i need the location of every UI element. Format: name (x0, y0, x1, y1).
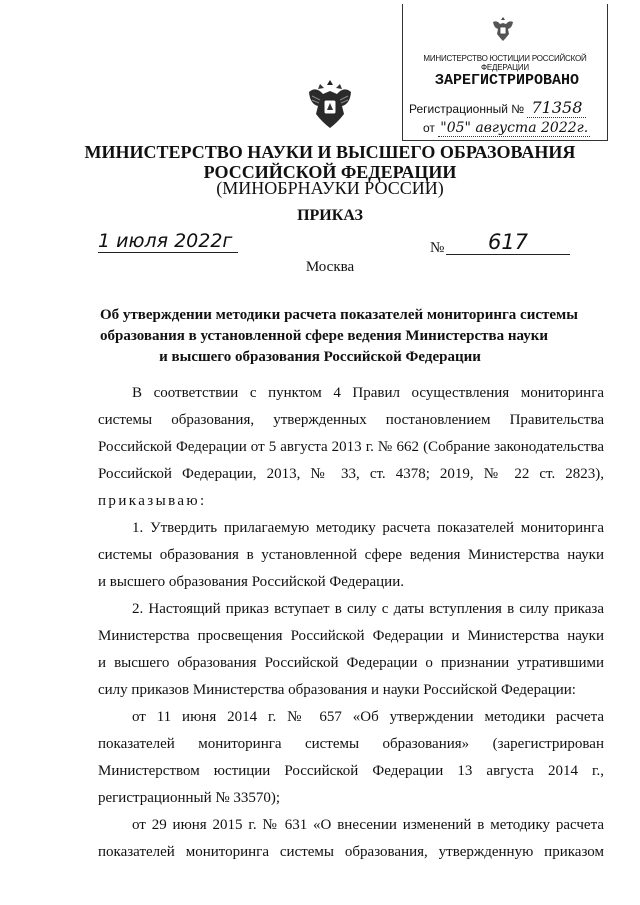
ministry-short-name: (МИНОБРНАУКИ РОССИИ) (216, 178, 444, 198)
stamp-registered-label: ЗАРЕГИСТРИРОВАНО (434, 72, 580, 89)
subject-line: и высшего образования Российской Федерации (159, 349, 481, 365)
order-body (98, 380, 604, 866)
paragraph-line: Министерством юстиции Российской Федерации 13 августа 2014 г., (98, 763, 604, 779)
stamp-date-prefix: от (423, 121, 435, 135)
stamp-reg-label: Регистрационный № (409, 102, 525, 116)
stamp-date-value: "05" августа 2022г. (440, 120, 589, 136)
paragraph-line: и высшего образования Российской Федерации о признании утратившими (98, 655, 604, 671)
order-title: ПРИКАЗ (297, 207, 363, 224)
paragraph-line: В соответствии с пунктом 4 Правил осуществления мониторинга (132, 385, 604, 401)
order-date: 1 июля 2022г (98, 230, 238, 253)
paragraph-line: 2. Настоящий приказ вступает в силу с даты вступления в силу приказа (132, 601, 604, 617)
subject-line: Об утверждении методики расчета показателей мониторинга системы (100, 307, 578, 323)
subject-line: образования в установленной сфере ведения Министерства науки (100, 328, 549, 344)
paragraph-line: от 29 июня 2015 г. № 631 «О внесении изменений в методику расчета (132, 817, 604, 833)
paragraph-line: Министерства просвещения Российской Федерации и Министерства науки (98, 628, 604, 644)
paragraph-line: силу приказов Министерства образования и науки Российской Федерации: (98, 682, 576, 698)
stamp-ministry-name: МИНИСТЕРСТВО ЮСТИЦИИ РОССИЙСКОЙ ФЕДЕРАЦИИ (423, 54, 587, 72)
registration-stamp (402, 4, 608, 141)
paragraph-line: и высшего образования Российской Федерации. (98, 574, 404, 590)
paragraph-line: системы образования в установленной сфере ведения Министерства науки (98, 547, 604, 563)
ministry-name-line-2: РОССИЙСКОЙ ФЕДЕРАЦИИ (203, 162, 457, 182)
paragraph-line: Российской Федерации от 5 августа 2013 г. № 662 (Собрание законодательства (98, 439, 604, 455)
paragraph-line: показателей мониторинга системы образования, утвержденную приказом (98, 844, 604, 860)
paragraph-line: Российской Федерации, 2013, № 33, ст. 4378; 2019, № 22 ст. 2823), (98, 466, 604, 482)
paragraph-line: 1. Утвердить прилагаемую методику расчета показателей мониторинга (132, 520, 604, 536)
stamp-emblem-icon (489, 14, 517, 46)
stamp-registration-line (409, 98, 586, 118)
coat-of-arms-icon (306, 78, 354, 132)
order-number: 617 (446, 230, 570, 255)
city: Москва (305, 259, 355, 275)
paragraph-line: показателей мониторинга системы образования» (зарегистрирован (98, 736, 604, 752)
order-subject (100, 305, 578, 368)
order-number-label: № (430, 240, 445, 256)
ministry-name-line-1: МИНИСТЕРСТВО НАУКИ И ВЫСШЕГО ОБРАЗОВАНИЯ (84, 142, 576, 162)
stamp-date-line (423, 120, 590, 137)
stamp-reg-number: 71358 (527, 98, 586, 118)
paragraph-line: регистрационный № 33570); (98, 790, 281, 806)
paragraph-line: от 11 июня 2014 г. № 657 «Об утверждении методики расчета (132, 709, 604, 725)
paragraph-line: приказываю: (98, 493, 207, 509)
paragraph-line: системы образования, утвержденных постановлением Правительства (98, 412, 604, 428)
